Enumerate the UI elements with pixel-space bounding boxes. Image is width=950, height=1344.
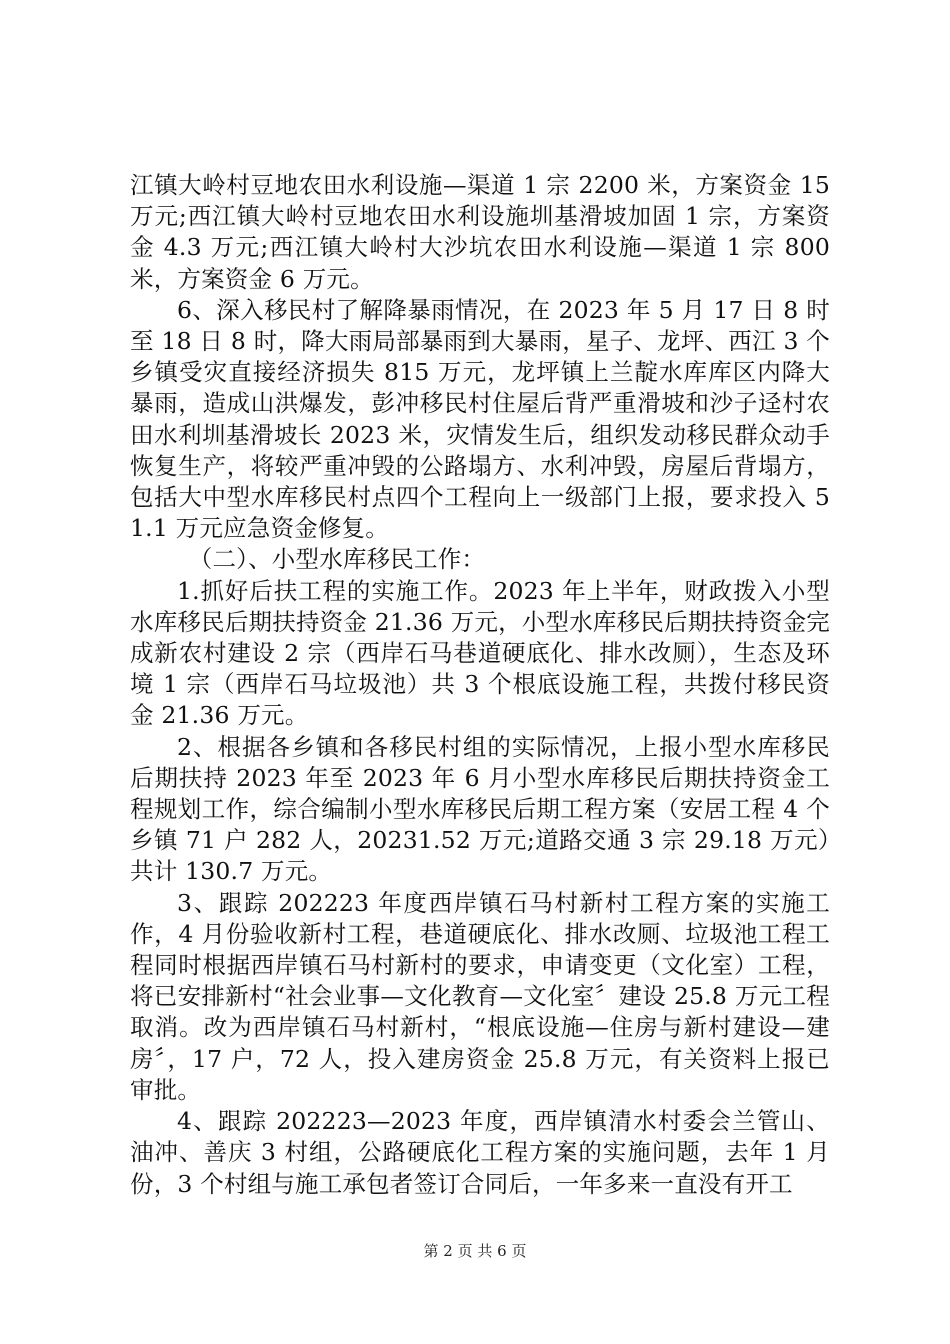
section-heading-small-reservoir: （二）、小型水库移民工作： xyxy=(188,545,486,574)
paragraph-item-4: 4、跟踪 202223—2023 年度，西岸镇清水村委会兰管山、油冲、善庆 3 村组，公路硬底化工程方案的实施问题，去年 1 月份，3 个村组与施工承包者签订合同后，一年多来一直没有开工 xyxy=(130,1107,830,1198)
paragraph-item-3: 3、跟踪 202223 年度西岸镇石马村新村工程方案的实施工作，4 月份验收新村工程，巷道硬底化、排水改厕、垃圾池工程工程同时根据西岸镇石马村新村的要求，申请变更（文化室）工程，将已安排新村“社会业事—文化教育—文化室〞建设 25.8 万元工程取消。改为西岸镇石马村新村，“根底设施—住房与新村建设—建房〞，17 户，72 人，投入建房资金 25.8 万元，有关资料上报已审批。 xyxy=(130,888,830,1104)
document-body xyxy=(130,170,830,1200)
paragraph-item-6: 6、深入移民村了解降暴雨情况，在 2023 年 5 月 17 日 8 时至 18 日 8 时，降大雨局部暴雨到大暴雨，星子、龙坪、西江 3 个乡镇受灾直接经济损失 815 万元，龙坪镇上兰靛水库库区内降大暴雨，造成山洪爆发，彭冲移民村住屋后背严重滑坡和沙子迳村农田水利圳基滑坡长 2023 米，灾情发生后，组织发动移民群众动手恢复生产，将较严重冲毁的公路塌方、水利冲毁，房屋后背塌方，包括大中型水库移民村点四个工程向上一级部门上报，要求投入 51.1 万元应急资金修复。 xyxy=(130,295,830,543)
page-number-footer: 第 2 页 共 6 页 xyxy=(423,1242,527,1260)
paragraph-item-1: 1.抓好后扶工程的实施工作。2023 年上半年，财政拨入小型水库移民后期扶持资金 21.36 万元，小型水库移民后期扶持资金完成新农村建设 2 宗（西岸石马巷道硬底化、排水改厕），生态及环境 1 宗（西岸石马垃圾池）共 3 个根底设施工程，共拨付移民资金 21.36 万元。 xyxy=(130,576,830,730)
paragraph-continuation: 江镇大岭村豆地农田水利设施—渠道 1 宗 2200 米，方案资金 15 万元;西江镇大岭村豆地农田水利设施圳基滑坡加固 1 宗，方案资金 4.3 万元;西江镇大岭村大沙坑农田水利设施—渠道 1 宗 800 米，方案资金 6 万元。 xyxy=(130,171,830,293)
paragraph-item-2: 2、根据各乡镇和各移民村组的实际情况，上报小型水库移民后期扶持 2023 年至 2023 年 6 月小型水库移民后期扶持资金工程规划工作，综合编制小型水库移民后期工程方案（安居工程 4 个乡镇 71 户 282 人，20231.52 万元;道路交通 3 宗 29.18 万元）共计 130.7 万元。 xyxy=(130,732,830,886)
